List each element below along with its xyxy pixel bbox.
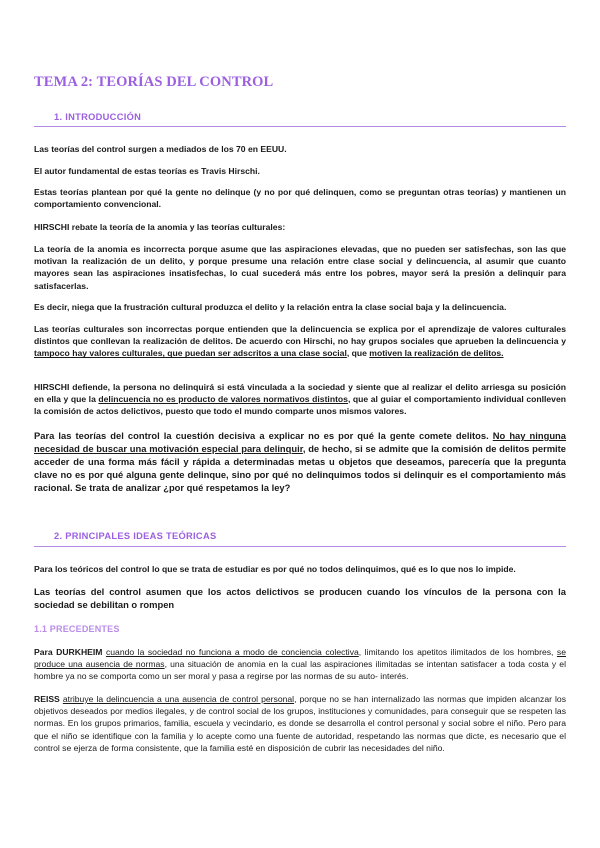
paragraph: La teoría de la anomia es incorrecta porque asume que las aspiraciones elevadas, que no pueden ser satisfechas, son las que motivan la realización de un delito, y porque presume una relación entre clase social y delincuencia, al asumir que cuanto mayores sean las aspiraciones insatisfechas, lo cual sucederá más entre los pobres, mayor será la presión a delinquir para satisfacerlas. (34, 244, 566, 291)
paragraph-durkheim (34, 646, 566, 683)
underlined-text: tampoco hay valores culturales, que puedan ser adscritos a una clase social (34, 348, 347, 359)
underlined-text: motiven la realización de delitos. (369, 348, 504, 359)
section-heading-introduccion: 1. INTRODUCCIÓN (54, 112, 142, 122)
underlined-text: No hay ninguna necesidad de buscar una motivación especial para delinquir (34, 430, 567, 454)
text-run: , de hecho, si se admite que la comisión de delitos permite acceder de una forma más fácil y rápida a determinadas metas u objetos que deseamos, parecería que la pregunta clave no es por qué alguna gente delinque, sino por qué no delinquimos todos si delinquir es el comportamiento más racional. Se trata de analizar ¿por qué respetamos la ley? (34, 443, 566, 493)
paragraph-hirschi (34, 381, 566, 418)
paragraph: Estas teorías plantean por qué la gente no delinque (y no por qué delinquen, como se preguntan otras teorías) y mantienen un comportamiento convencional. (34, 187, 566, 210)
paragraph-reiss (34, 693, 566, 754)
text-run: , que (346, 348, 370, 359)
text-run: HIRSCHI defiende, la persona no delinquirá si está vinculada a la sociedad y siente que al realizar el delito arriesga su posición en ella y que la (34, 382, 566, 405)
document-title: TEMA 2: TEORÍAS DEL CONTROL (34, 74, 274, 90)
section-heading-principales-ideas: 2. PRINCIPALES IDEAS TEÓRICAS (54, 531, 217, 541)
section-rule (34, 546, 566, 547)
paragraph-control-theories (34, 429, 566, 494)
paragraph: Las teorías del control surgen a mediados de los 70 en EEUU. (34, 144, 287, 154)
paragraph: Es decir, niega que la frustración cultural produzca el delito y la relación entra la clase social baja y la delincuencia. (34, 302, 507, 312)
paragraph: El autor fundamental de estas teorías es Travis Hirschi. (34, 166, 260, 176)
subsection-heading-precedentes: 1.1 PRECEDENTES (34, 624, 120, 634)
paragraph: HIRSCHI rebate la teoría de la anomia y las teorías culturales: (34, 222, 286, 232)
text-run: , porque no se han internalizado las normas que impiden alcanzar los objetivos deseados por medios ilegales, y de control social de los grupos, instituciones y comunidades, para conseguir que se respeten las normas. En los grupos primarios, familia, escuela y vecindario, es donde se desarrolla el control personal y social sobre el niño. Pero para que el niño se identifique con la familia y lo acepte como una fuente de autoridad, respetando las normas que dicte, es necesario que el control se ejerza de forma consistente, que la familia esté en disposición de cubrir las necesidades del niño. (34, 694, 566, 753)
underlined-text: cuando la sociedad no funciona a modo de conciencia colectiva (105, 647, 359, 657)
paragraph: Las teorías del control asumen que los actos delictivos se producen cuando los vínculos de la persona con la sociedad se debilitan o rompen (34, 586, 566, 610)
text-run: Las teorías culturales son incorrectas porque entienden que la delincuencia se explica por el aprendizaje de valores culturales distintos que conllevan la realización de delitos. De acuerdo con Hirschi, no hay grupos sociales que aprueben la delincuencia y (34, 324, 566, 347)
text-run: REISS (34, 694, 63, 704)
text-run: , una situación de anomia en la cual las aspiraciones ilimitadas se intentan satisfacer a toda costa y el hombre ya no se comporta como un ser moral y pasa a regirse por las normas de su auto- interés. (34, 659, 566, 682)
section-rule (34, 126, 566, 127)
text-run: Para DURKHEIM (34, 647, 106, 657)
paragraph-cultural-theories (34, 323, 566, 360)
text-run: , que al guiar el comportamiento individual conlleven la comisión de actos delictivos, puesto que todo el mundo comparte unos mismos valores. (34, 394, 566, 417)
underlined-text: se produce una ausencia de normas (34, 647, 566, 670)
underlined-text: atribuye la delincuencia a una ausencia de control personal (62, 694, 295, 704)
paragraph: Para los teóricos del control lo que se trata de estudiar es por qué no todos delinquimos, qué es lo que nos lo impide. (34, 564, 516, 574)
text-run: , limitando los apetitos ilimitados de los hombres, (358, 647, 557, 657)
underlined-text: delincuencia no es producto de valores normativos distintos (98, 394, 348, 405)
text-run: Para las teorías del control la cuestión decisiva a explicar no es por qué la gente comete delitos. (34, 430, 493, 441)
